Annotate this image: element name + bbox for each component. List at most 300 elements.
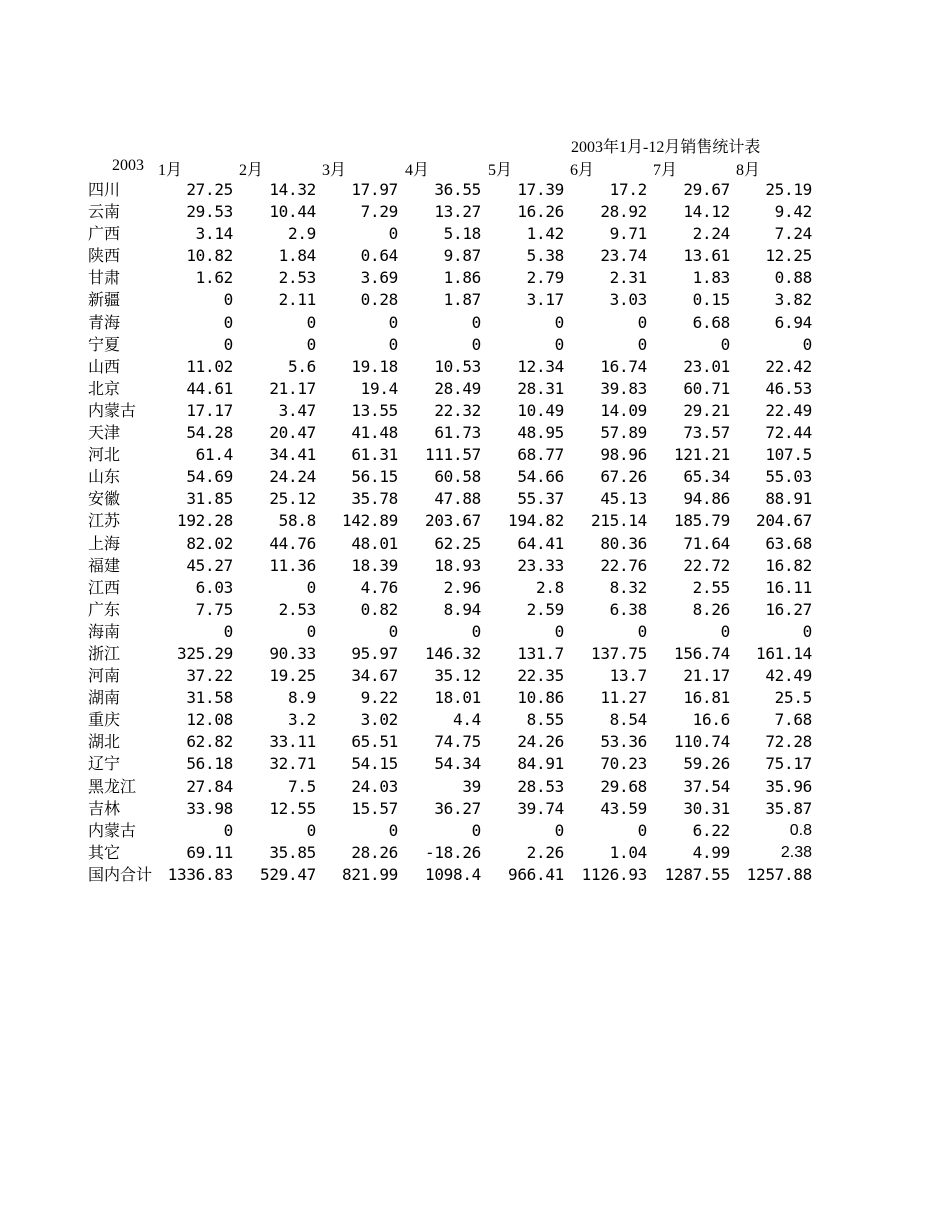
cell-month-7: 8.26 (692, 599, 730, 619)
cell-month-7: 60.71 (683, 378, 730, 398)
table-row (0, 179, 950, 201)
table-row (0, 466, 950, 488)
cell-month-4: 0 (471, 312, 481, 332)
table-row (0, 400, 950, 422)
cell-month-3: 0 (388, 312, 398, 332)
cell-month-7: 0 (720, 621, 730, 641)
table-row (0, 312, 950, 334)
cell-month-4: 10.53 (434, 356, 481, 376)
region-name: 重庆 (88, 710, 121, 730)
region-name: 河北 (88, 445, 121, 465)
region-name: 新疆 (88, 290, 121, 310)
cell-month-6: 39.83 (600, 378, 647, 398)
cell-month-4: -18.26 (425, 842, 481, 862)
cell-month-1: 69.11 (186, 842, 233, 862)
cell-month-6: 43.59 (600, 798, 647, 818)
cell-month-6: 22.76 (600, 555, 647, 575)
cell-month-6: 2.31 (609, 268, 647, 288)
cell-month-6: 28.92 (600, 202, 647, 222)
cell-month-4: 13.27 (434, 202, 481, 222)
cell-month-2: 0 (306, 820, 316, 840)
month-header-7: 7月 (653, 162, 678, 179)
cell-month-8: 204.67 (756, 511, 812, 531)
cell-month-6: 215.14 (591, 511, 647, 531)
cell-month-1: 33.98 (186, 798, 233, 818)
cell-month-3: 19.4 (360, 378, 398, 398)
region-name: 浙江 (88, 643, 121, 663)
cell-month-7: 1.83 (692, 268, 730, 288)
region-name: 江西 (88, 577, 121, 597)
cell-month-2: 0 (306, 577, 316, 597)
cell-month-3: 41.48 (351, 423, 398, 443)
cell-month-2: 11.36 (269, 555, 316, 575)
cell-month-3: 7.29 (360, 202, 398, 222)
table-row (0, 334, 950, 356)
cell-month-2: 21.17 (269, 378, 316, 398)
year-header: 2003 (112, 157, 144, 174)
cell-month-1: 44.61 (186, 378, 233, 398)
region-name: 河南 (88, 666, 121, 686)
cell-month-4: 36.55 (434, 180, 481, 199)
cell-month-7: 156.74 (674, 643, 730, 663)
cell-month-5: 24.26 (517, 732, 564, 752)
cell-month-7: 23.01 (683, 356, 730, 376)
table-row (0, 643, 950, 665)
cell-month-6: 80.36 (600, 533, 647, 553)
cell-month-8: 9.42 (774, 202, 812, 222)
cell-month-8: 16.82 (765, 555, 812, 575)
cell-month-8: 22.49 (765, 400, 812, 420)
cell-month-1: 54.28 (186, 423, 233, 443)
table-row (0, 289, 950, 311)
month-header-4: 4月 (405, 162, 430, 179)
region-name: 国内合计 (88, 864, 153, 884)
cell-month-5: 22.35 (517, 666, 564, 686)
cell-month-1: 61.4 (195, 445, 233, 465)
cell-month-3: 15.57 (351, 798, 398, 818)
cell-month-6: 11.27 (600, 688, 647, 708)
cell-month-2: 34.41 (269, 445, 316, 465)
cell-month-4: 146.32 (425, 643, 481, 663)
cell-month-1: 29.53 (186, 202, 233, 222)
cell-month-2: 2.11 (278, 290, 316, 310)
cell-month-6: 16.74 (600, 356, 647, 376)
cell-month-2: 44.76 (269, 533, 316, 553)
region-name: 吉林 (88, 798, 121, 818)
region-name: 广西 (88, 224, 121, 244)
cell-month-8: 63.68 (765, 533, 812, 553)
cell-month-6: 98.96 (600, 445, 647, 465)
month-header-6: 6月 (570, 162, 595, 179)
cell-month-2: 20.47 (269, 423, 316, 443)
cell-month-1: 325.29 (177, 643, 233, 663)
region-name: 海南 (88, 621, 121, 641)
cell-month-2: 3.2 (288, 710, 316, 730)
data-table (0, 179, 950, 886)
cell-month-7: 29.21 (683, 400, 730, 420)
cell-month-4: 8.94 (443, 599, 481, 619)
cell-month-2: 3.47 (278, 400, 316, 420)
cell-month-4: 39 (462, 776, 481, 796)
cell-month-6: 0 (637, 621, 647, 641)
cell-month-8: 0.88 (774, 268, 812, 288)
cell-month-5: 2.79 (526, 268, 564, 288)
table-row (0, 731, 950, 753)
cell-month-2: 0 (306, 334, 316, 354)
cell-month-3: 0.64 (360, 246, 398, 266)
cell-month-1: 0 (223, 820, 233, 840)
cell-month-2: 58.8 (278, 511, 316, 531)
cell-month-5: 2.59 (526, 599, 564, 619)
cell-month-4: 1.87 (443, 290, 481, 310)
cell-month-8: 22.42 (765, 356, 812, 376)
cell-month-5: 10.49 (517, 400, 564, 420)
region-name: 北京 (88, 378, 121, 398)
cell-month-5: 131.7 (517, 643, 564, 663)
cell-month-7: 30.31 (683, 798, 730, 818)
cell-month-4: 9.87 (443, 246, 481, 266)
month-header-5: 5月 (488, 162, 513, 179)
cell-month-7: 71.64 (683, 533, 730, 553)
region-name: 江苏 (88, 511, 121, 531)
cell-month-1: 54.69 (186, 467, 233, 487)
cell-month-8: 25.19 (765, 180, 812, 199)
cell-month-6: 14.09 (600, 400, 647, 420)
cell-month-1: 1336.83 (167, 864, 233, 884)
cell-month-3: 0 (388, 621, 398, 641)
cell-month-8: 0 (802, 621, 812, 641)
cell-month-4: 74.75 (434, 732, 481, 752)
sheet-title: 2003年1月-12月销售统计表 (571, 139, 761, 156)
cell-month-4: 4.4 (453, 710, 481, 730)
table-row (0, 267, 950, 289)
cell-month-3: 821.99 (342, 864, 398, 884)
cell-month-7: 185.79 (674, 511, 730, 531)
cell-month-1: 27.84 (186, 776, 233, 796)
region-name: 陕西 (88, 246, 121, 266)
cell-month-5: 0 (554, 334, 564, 354)
cell-month-6: 0 (637, 334, 647, 354)
cell-month-5: 0 (554, 312, 564, 332)
cell-month-5: 16.26 (517, 202, 564, 222)
cell-month-6: 1.04 (609, 842, 647, 862)
cell-month-2: 0 (306, 312, 316, 332)
cell-month-7: 6.22 (692, 820, 730, 840)
cell-month-1: 192.28 (177, 511, 233, 531)
cell-month-7: 94.86 (683, 489, 730, 509)
month-header-3: 3月 (322, 162, 347, 179)
cell-month-4: 0 (471, 621, 481, 641)
cell-month-7: 2.24 (692, 224, 730, 244)
region-name: 其它 (88, 842, 121, 862)
cell-month-2: 8.9 (288, 688, 316, 708)
region-name: 黑龙江 (88, 776, 137, 796)
cell-month-8: 161.14 (756, 643, 812, 663)
cell-month-3: 19.18 (351, 356, 398, 376)
cell-month-8: 16.11 (765, 577, 812, 597)
cell-month-8: 75.17 (765, 754, 812, 774)
cell-month-1: 1.62 (195, 268, 233, 288)
region-name: 云南 (88, 202, 121, 222)
cell-month-8: 25.5 (774, 688, 812, 708)
table-row (0, 798, 950, 820)
cell-month-1: 62.82 (186, 732, 233, 752)
table-row (0, 356, 950, 378)
cell-month-3: 24.03 (351, 776, 398, 796)
table-row (0, 422, 950, 444)
cell-month-6: 137.75 (591, 643, 647, 663)
table-row (0, 577, 950, 599)
cell-month-3: 61.31 (351, 445, 398, 465)
table-row (0, 776, 950, 798)
cell-month-4: 36.27 (434, 798, 481, 818)
cell-month-7: 16.6 (692, 710, 730, 730)
cell-month-6: 45.13 (600, 489, 647, 509)
cell-month-8: 6.94 (774, 312, 812, 332)
cell-month-7: 13.61 (683, 246, 730, 266)
cell-month-2: 0 (306, 621, 316, 641)
cell-month-4: 61.73 (434, 423, 481, 443)
cell-month-2: 2.53 (278, 268, 316, 288)
region-name: 福建 (88, 555, 121, 575)
month-header-8: 8月 (736, 162, 761, 179)
month-header-2: 2月 (239, 162, 264, 179)
table-row (0, 820, 950, 842)
cell-month-6: 23.74 (600, 246, 647, 266)
cell-month-7: 16.81 (683, 688, 730, 708)
cell-month-7: 4.99 (692, 842, 730, 862)
cell-month-7: 0.15 (692, 290, 730, 310)
cell-month-8: 35.87 (765, 798, 812, 818)
cell-month-7: 1287.55 (664, 864, 730, 884)
cell-month-1: 45.27 (186, 555, 233, 575)
cell-month-5: 48.95 (517, 423, 564, 443)
table-row (0, 510, 950, 532)
cell-month-7: 59.26 (683, 754, 730, 774)
cell-month-5: 68.77 (517, 445, 564, 465)
cell-month-1: 0 (223, 290, 233, 310)
table-row (0, 599, 950, 621)
cell-month-8: 55.03 (765, 467, 812, 487)
cell-month-4: 203.67 (425, 511, 481, 531)
cell-month-4: 1098.4 (425, 864, 481, 884)
table-row (0, 665, 950, 687)
cell-month-6: 67.26 (600, 467, 647, 487)
cell-month-3: 4.76 (360, 577, 398, 597)
cell-month-7: 121.21 (674, 445, 730, 465)
cell-month-7: 0 (720, 334, 730, 354)
cell-month-7: 22.72 (683, 555, 730, 575)
cell-month-1: 10.82 (186, 246, 233, 266)
cell-month-2: 32.71 (269, 754, 316, 774)
cell-month-4: 47.88 (434, 489, 481, 509)
region-name: 甘肃 (88, 268, 121, 288)
cell-month-5: 0 (554, 820, 564, 840)
cell-month-2: 5.6 (288, 356, 316, 376)
cell-month-4: 18.93 (434, 555, 481, 575)
cell-month-7: 2.55 (692, 577, 730, 597)
cell-month-6: 6.38 (609, 599, 647, 619)
cell-month-7: 110.74 (674, 732, 730, 752)
table-row (0, 378, 950, 400)
cell-month-1: 0 (223, 334, 233, 354)
cell-month-3: 34.67 (351, 666, 398, 686)
cell-month-5: 84.91 (517, 754, 564, 774)
cell-month-5: 3.17 (526, 290, 564, 310)
cell-month-7: 29.67 (683, 180, 730, 199)
cell-month-5: 12.34 (517, 356, 564, 376)
cell-month-2: 35.85 (269, 842, 316, 862)
cell-month-5: 55.37 (517, 489, 564, 509)
cell-month-6: 29.68 (600, 776, 647, 796)
cell-month-7: 21.17 (683, 666, 730, 686)
region-name: 安徽 (88, 489, 121, 509)
cell-month-1: 11.02 (186, 356, 233, 376)
region-name: 辽宁 (88, 754, 121, 774)
cell-month-8: 72.28 (765, 732, 812, 752)
cell-month-3: 18.39 (351, 555, 398, 575)
cell-month-1: 12.08 (186, 710, 233, 730)
cell-month-5: 2.26 (526, 842, 564, 862)
table-row (0, 864, 950, 886)
cell-month-2: 2.53 (278, 599, 316, 619)
cell-month-6: 13.7 (609, 666, 647, 686)
cell-month-8: 7.24 (774, 224, 812, 244)
cell-month-8: 46.53 (765, 378, 812, 398)
table-row (0, 753, 950, 775)
cell-month-8: 12.25 (765, 246, 812, 266)
cell-month-5: 2.8 (536, 577, 564, 597)
cell-month-8: 107.5 (765, 445, 812, 465)
table-row (0, 245, 950, 267)
cell-month-3: 13.55 (351, 400, 398, 420)
cell-month-2: 14.32 (269, 180, 316, 199)
cell-month-4: 0 (471, 820, 481, 840)
cell-month-5: 5.38 (526, 246, 564, 266)
region-name: 山东 (88, 467, 121, 487)
cell-month-3: 48.01 (351, 533, 398, 553)
month-header-1: 1月 (158, 162, 183, 179)
table-row (0, 201, 950, 223)
cell-month-4: 22.32 (434, 400, 481, 420)
cell-month-3: 0 (388, 820, 398, 840)
cell-month-2: 1.84 (278, 246, 316, 266)
cell-month-2: 90.33 (269, 643, 316, 663)
table-row (0, 223, 950, 245)
region-name: 湖南 (88, 688, 121, 708)
cell-month-1: 0 (223, 312, 233, 332)
cell-month-1: 17.17 (186, 400, 233, 420)
cell-month-1: 3.14 (195, 224, 233, 244)
cell-month-8: 2.38 (780, 843, 812, 861)
table-row (0, 555, 950, 577)
cell-month-7: 6.68 (692, 312, 730, 332)
cell-month-6: 53.36 (600, 732, 647, 752)
cell-month-6: 0 (637, 820, 647, 840)
cell-month-5: 1.42 (526, 224, 564, 244)
cell-month-4: 1.86 (443, 268, 481, 288)
cell-month-2: 7.5 (288, 776, 316, 796)
cell-month-8: 16.27 (765, 599, 812, 619)
cell-month-2: 12.55 (269, 798, 316, 818)
cell-month-2: 2.9 (288, 224, 316, 244)
cell-month-3: 35.78 (351, 489, 398, 509)
cell-month-5: 28.31 (517, 378, 564, 398)
table-row (0, 533, 950, 555)
cell-month-6: 57.89 (600, 423, 647, 443)
cell-month-3: 142.89 (342, 511, 398, 531)
cell-month-5: 39.74 (517, 798, 564, 818)
cell-month-5: 8.55 (526, 710, 564, 730)
cell-month-6: 8.54 (609, 710, 647, 730)
cell-month-4: 35.12 (434, 666, 481, 686)
cell-month-2: 19.25 (269, 666, 316, 686)
cell-month-4: 5.18 (443, 224, 481, 244)
cell-month-3: 17.97 (351, 180, 398, 199)
cell-month-7: 37.54 (683, 776, 730, 796)
cell-month-1: 31.58 (186, 688, 233, 708)
cell-month-7: 73.57 (683, 423, 730, 443)
cell-month-8: 42.49 (765, 666, 812, 686)
cell-month-2: 24.24 (269, 467, 316, 487)
table-row (0, 488, 950, 510)
cell-month-6: 0 (637, 312, 647, 332)
cell-month-3: 65.51 (351, 732, 398, 752)
region-name: 湖北 (88, 732, 121, 752)
cell-month-5: 0 (554, 621, 564, 641)
cell-month-3: 0 (388, 334, 398, 354)
cell-month-1: 27.25 (186, 180, 233, 199)
cell-month-4: 2.96 (443, 577, 481, 597)
cell-month-1: 82.02 (186, 533, 233, 553)
cell-month-8: 0 (802, 334, 812, 354)
cell-month-5: 10.86 (517, 688, 564, 708)
table-row (0, 709, 950, 731)
cell-month-6: 3.03 (609, 290, 647, 310)
region-name: 天津 (88, 423, 121, 443)
table-row (0, 444, 950, 466)
cell-month-3: 0.28 (360, 290, 398, 310)
cell-month-7: 65.34 (683, 467, 730, 487)
cell-month-3: 3.02 (360, 710, 398, 730)
cell-month-4: 0 (471, 334, 481, 354)
region-name: 内蒙古 (88, 820, 137, 840)
cell-month-3: 54.15 (351, 754, 398, 774)
cell-month-8: 1257.88 (746, 864, 812, 884)
cell-month-1: 56.18 (186, 754, 233, 774)
region-name: 山西 (88, 356, 121, 376)
cell-month-3: 28.26 (351, 842, 398, 862)
cell-month-3: 95.97 (351, 643, 398, 663)
cell-month-5: 28.53 (517, 776, 564, 796)
cell-month-5: 23.33 (517, 555, 564, 575)
region-name: 四川 (88, 180, 121, 199)
cell-month-4: 54.34 (434, 754, 481, 774)
cell-month-2: 10.44 (269, 202, 316, 222)
table-row (0, 842, 950, 864)
region-name: 广东 (88, 599, 121, 619)
cell-month-6: 70.23 (600, 754, 647, 774)
cell-month-6: 1126.93 (581, 864, 647, 884)
cell-month-5: 64.41 (517, 533, 564, 553)
table-row (0, 687, 950, 709)
cell-month-8: 0.8 (789, 821, 812, 839)
cell-month-8: 35.96 (765, 776, 812, 796)
cell-month-5: 966.41 (508, 864, 564, 884)
cell-month-6: 17.2 (609, 180, 647, 199)
cell-month-1: 6.03 (195, 577, 233, 597)
cell-month-8: 72.44 (765, 423, 812, 443)
